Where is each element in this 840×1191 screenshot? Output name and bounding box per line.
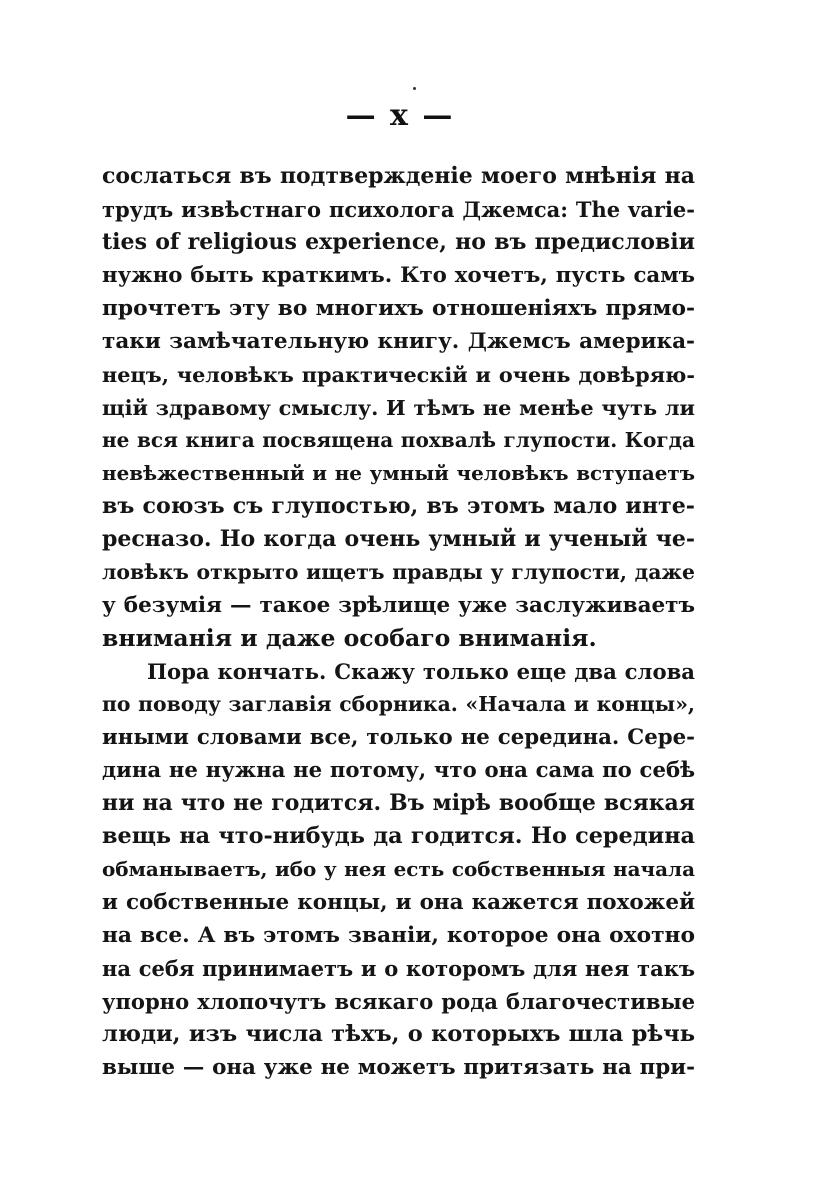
text-line: прочтетъ эту во многихъ отношеніяхъ прямо-: [102, 296, 695, 321]
text-line: у безумія — такое зрѣлище уже заслуживаетъ: [102, 593, 695, 618]
body-text: [102, 160, 695, 1084]
text-line: иными словами все, только не середина. Сере-: [102, 725, 695, 750]
paragraph-start-line: Пора кончать. Скажу только еще два слова: [147, 659, 695, 684]
text-line: ловѣкъ открыто ищетъ правды у глупости, даже: [102, 560, 695, 584]
text-line: нужно быть краткимъ. Кто хочетъ, пусть самъ: [102, 263, 695, 288]
text-line: люди, изъ числа тѣхъ, о которыхъ шла рѣчь: [102, 1021, 695, 1047]
text-line: и собственные концы, и она кажется похожей: [102, 890, 695, 915]
text-line: дина не нужна не потому, что она сама по себѣ: [102, 758, 695, 783]
text-line: щій здравому смыслу. И тѣмъ не менѣе чуть ли: [102, 395, 695, 420]
page-number: — x —: [345, 98, 455, 133]
text-line: выше — она уже не можетъ притязать на при-: [102, 1055, 695, 1080]
text-line: на себя принимаетъ и о которомъ для нея такъ: [102, 956, 695, 981]
text-line: ни на что не годится. Въ мірѣ вообще всякая: [102, 790, 695, 816]
text-line: ties of religious experience, но въ предисловіи: [102, 229, 695, 255]
ink-speck: [413, 87, 416, 90]
text-line: нецъ, человѣкъ практическій и очень довѣряю-: [102, 362, 695, 387]
text-line: не вся книга посвящена похвалѣ глупости. Когда: [102, 428, 695, 452]
text-line: по поводу заглавія сборника. «Начала и концы»,: [102, 692, 695, 716]
text-line: обманываетъ, ибо у нея есть собственныя начала: [102, 857, 695, 881]
text-line: упорно хлопочутъ всякаго рода благочестивые: [102, 989, 695, 1014]
text-line: вещь на что-нибудь да годится. Но середина: [102, 823, 695, 849]
text-line: въ союзъ съ глупостью, въ этомъ мало инте-: [102, 493, 695, 519]
text-line: трудъ извѣстнаго психолога Джемса: The varie-: [102, 197, 695, 222]
paragraph-end-line: вниманія и даже особаго вниманія.: [102, 624, 597, 652]
text-line: на все. А въ этомъ званіи, которое она охотно: [102, 923, 695, 948]
text-line: сослаться въ подтвержденіе моего мнѣнія на: [102, 163, 695, 189]
text-line: невѣжественный и не умный человѣкъ вступаетъ: [102, 461, 695, 485]
text-line: ресназо. Но когда очень умный и ученый че-: [102, 526, 695, 552]
text-line: таки замѣчательную книгу. Джемсъ америка-: [102, 329, 695, 354]
